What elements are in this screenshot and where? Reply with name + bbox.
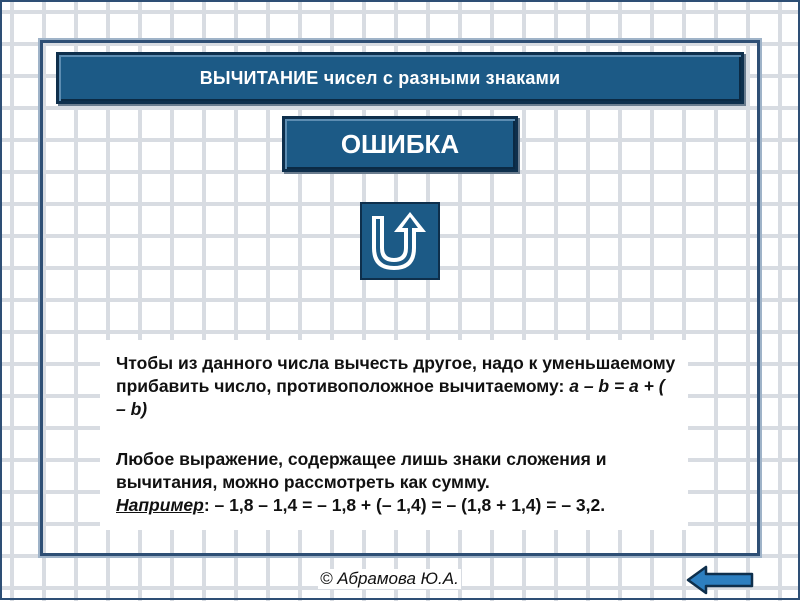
error-label: ОШИБКА — [340, 128, 460, 159]
explanation-panel — [100, 340, 688, 530]
page-title: ВЫЧИТАНИЕ чисел с разными знаками — [199, 67, 561, 88]
back-button[interactable] — [686, 564, 756, 596]
sum-rule-text: Любое выражение, содержащее лишь знаки сложения и вычитания, можно рассмотреть как сумму. — [116, 449, 607, 492]
example-paragraph — [116, 448, 676, 517]
return-button[interactable] — [360, 202, 440, 280]
subtraction-formula: a – b = a + ( – b) — [116, 376, 665, 419]
error-banner — [282, 116, 518, 172]
title-banner — [56, 52, 744, 104]
example-text: : – 1,8 – 1,4 = – 1,8 + (– 1,4) = – (1,8 + 1,4) = – 3,2. — [203, 495, 606, 515]
u-turn-arrow-icon — [362, 204, 438, 278]
rule-text: Чтобы из данного числа вычесть другое, надо к уменьшаемому прибавить число, противоположное вычитаемому: — [116, 353, 676, 396]
rule-paragraph — [116, 352, 676, 421]
copyright-text: © Абрамова Ю.А. — [320, 569, 459, 588]
example-label: Например — [116, 495, 204, 515]
arrow-left-icon — [686, 564, 756, 596]
